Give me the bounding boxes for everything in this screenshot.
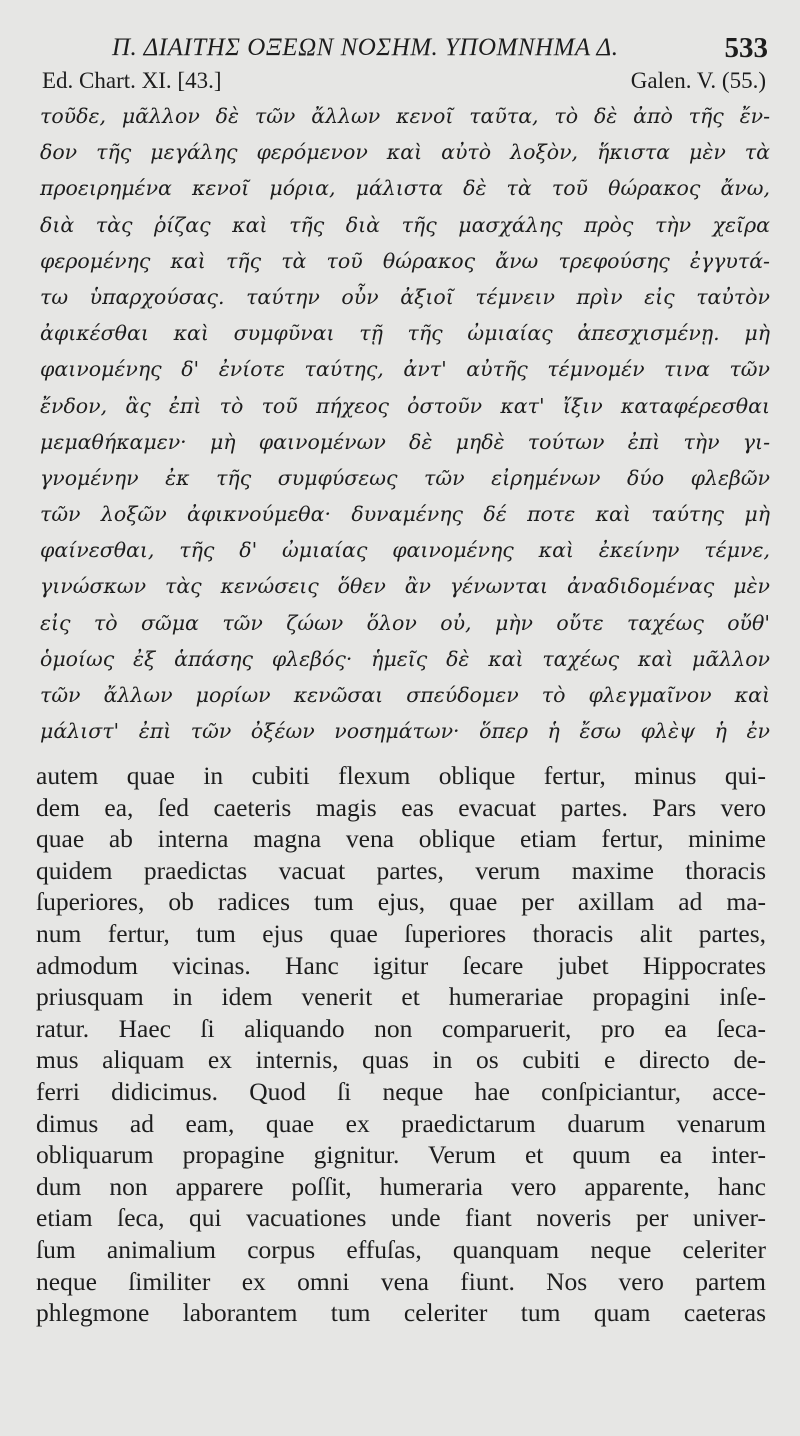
greek-line: τῶν ἄλλων μορίων κενῶσαι σπεύδομεν τὸ φλεγμαῖνον καὶ: [40, 683, 770, 707]
page-number: 533: [724, 32, 768, 64]
latin-line: mus aliquam ex internis, quas in os cubiti e directo de-: [36, 1045, 766, 1075]
running-head: [0, 28, 800, 68]
latin-line: num fertur, tum ejus quae ſuperiores thoracis alit partes,: [36, 918, 766, 948]
greek-line: ἀφικέσθαι καὶ συμφῦναι τῇ τῆς ὠμιαίας ἀπεσχισμένῃ. μὴ: [40, 321, 770, 346]
latin-line: ſuperiores, ob radices tum ejus, quae per axillam ad ma-: [36, 887, 766, 917]
latin-line: dem ea, ſed caeteris magis eas evacuat partes. Pars vero: [36, 792, 766, 822]
latin-line: quae ab interna magna vena oblique etiam fertur, minime: [36, 824, 766, 854]
latin-line: autem quae in cubiti flexum oblique fertur, minus qui-: [36, 761, 766, 790]
latin-line: ratur. Haec ſi aliquando non comparuerit, pro ea ſeca-: [36, 1013, 766, 1043]
greek-line: μεμαθήκαμεν· μὴ φαινομένων δὲ μηδὲ τούτων ἐπὶ τὴν γι-: [40, 429, 770, 454]
greek-line: δον τῆς μεγάλης φερόμενον καὶ αὐτὸ λοξὸν, ἥκιστα μὲν τὰ: [40, 140, 770, 165]
greek-line: ἔνδον, ἃς ἐπὶ τὸ τοῦ πήχεος ὀστοῦν κατ' ἴξιν καταφέρεσθαι: [40, 393, 770, 418]
greek-line: ὁμοίως ἐξ ἁπάσης φλεβός· ἡμεῖς δὲ καὶ ταχέως καὶ μᾶλλον: [40, 646, 770, 671]
latin-line: ferri didicimus. Quod ſi neque hae conſpiciantur, acce-: [36, 1076, 766, 1106]
latin-line: admodum vicinas. Hanc igitur ſecare jubet Hippocrates: [36, 950, 766, 980]
greek-line: τῶν λοξῶν ἀφικνούμεθα· δυναμένης δέ ποτε καὶ ταύτης μὴ: [40, 502, 770, 527]
galen-reference: Galen. V. (55.): [630, 68, 766, 93]
greek-line: γνομένην ἐκ τῆς συμφύσεως τῶν εἰρημένων δύο φλεβῶν: [40, 465, 770, 490]
greek-line: φαινομένης δ' ἐνίοτε ταύτης, ἀντ' αὐτῆς τέμνομέν τινα τῶν: [40, 357, 770, 382]
edition-line: [0, 68, 800, 96]
running-title: Π. ΔΙΑΙΤΗΣ ΟΞΕΩΝ ΝΟΣΗΜ. ΥΠΟΜΝΗΜΑ Δ.: [112, 34, 619, 61]
greek-line: τοῦδε, μᾶλλον δὲ τῶν ἄλλων κενοῖ ταῦτα, τὸ δὲ ἀπὸ τῆς ἔν-: [40, 104, 770, 128]
latin-line: neque ſimiliter ex omni vena fiunt. Nos vero partem: [36, 1266, 766, 1296]
greek-line: φερομένης καὶ τῆς τὰ τοῦ θώρακος ἄνω τρεφούσης ἐγγυτά-: [40, 248, 770, 273]
latin-line: ſum animalium corpus effuſas, quanquam neque celeriter: [36, 1234, 766, 1264]
greek-line: τω ὑπαρχούσας. ταύτην οὖν ἀξιοῖ τέμνειν πρὶν εἰς ταὐτὸν: [40, 284, 770, 309]
greek-line: διὰ τὰς ῥίζας καὶ τῆς διὰ τῆς μασχάλης πρὸς τὴν χεῖρα: [40, 212, 770, 237]
latin-line: phlegmone laborantem tum celeriter tum quam caeteras: [36, 1298, 766, 1328]
latin-line: etiam ſeca, qui vacuationes unde fiant noveris per univer-: [36, 1203, 766, 1233]
latin-line: obliquarum propagine gignitur. Verum et quum ea inter-: [36, 1140, 766, 1170]
greek-line: γινώσκων τὰς κενώσεις ὅθεν ἂν γένωνται ἀναδιδομένας μὲν: [40, 574, 770, 599]
latin-line: priusquam in idem venerit et humerariae propagini inſe-: [36, 982, 766, 1012]
greek-line: εἰς τὸ σῶμα τῶν ζώων ὅλον οὐ, μὴν οὔτε ταχέως οὔθ': [40, 610, 770, 635]
edition-reference: Ed. Chart. XI. [43.]: [42, 68, 222, 93]
latin-line: quidem praedictas vacuat partes, verum maxime thoracis: [36, 855, 766, 885]
greek-line: μάλιστ' ἐπὶ τῶν ὀξέων νοσημάτων· ὅπερ ἡ ἔσω φλὲψ ἡ ἐν: [40, 719, 770, 744]
latin-text: [36, 760, 766, 1329]
greek-line: φαίνεσθαι, τῆς δ' ὠμιαίας φαινομένης καὶ ἐκείνην τέμνε,: [40, 538, 770, 563]
latin-line: dimus ad eam, quae ex praedictarum duarum venarum: [36, 1108, 766, 1138]
latin-line: dum non apparere poſſit, humeraria vero apparente, hanc: [36, 1171, 766, 1201]
greek-text: [40, 98, 770, 749]
greek-line: προειρημένα κενοῖ μόρια, μάλιστα δὲ τὰ τοῦ θώρακος ἄνω,: [40, 176, 770, 201]
